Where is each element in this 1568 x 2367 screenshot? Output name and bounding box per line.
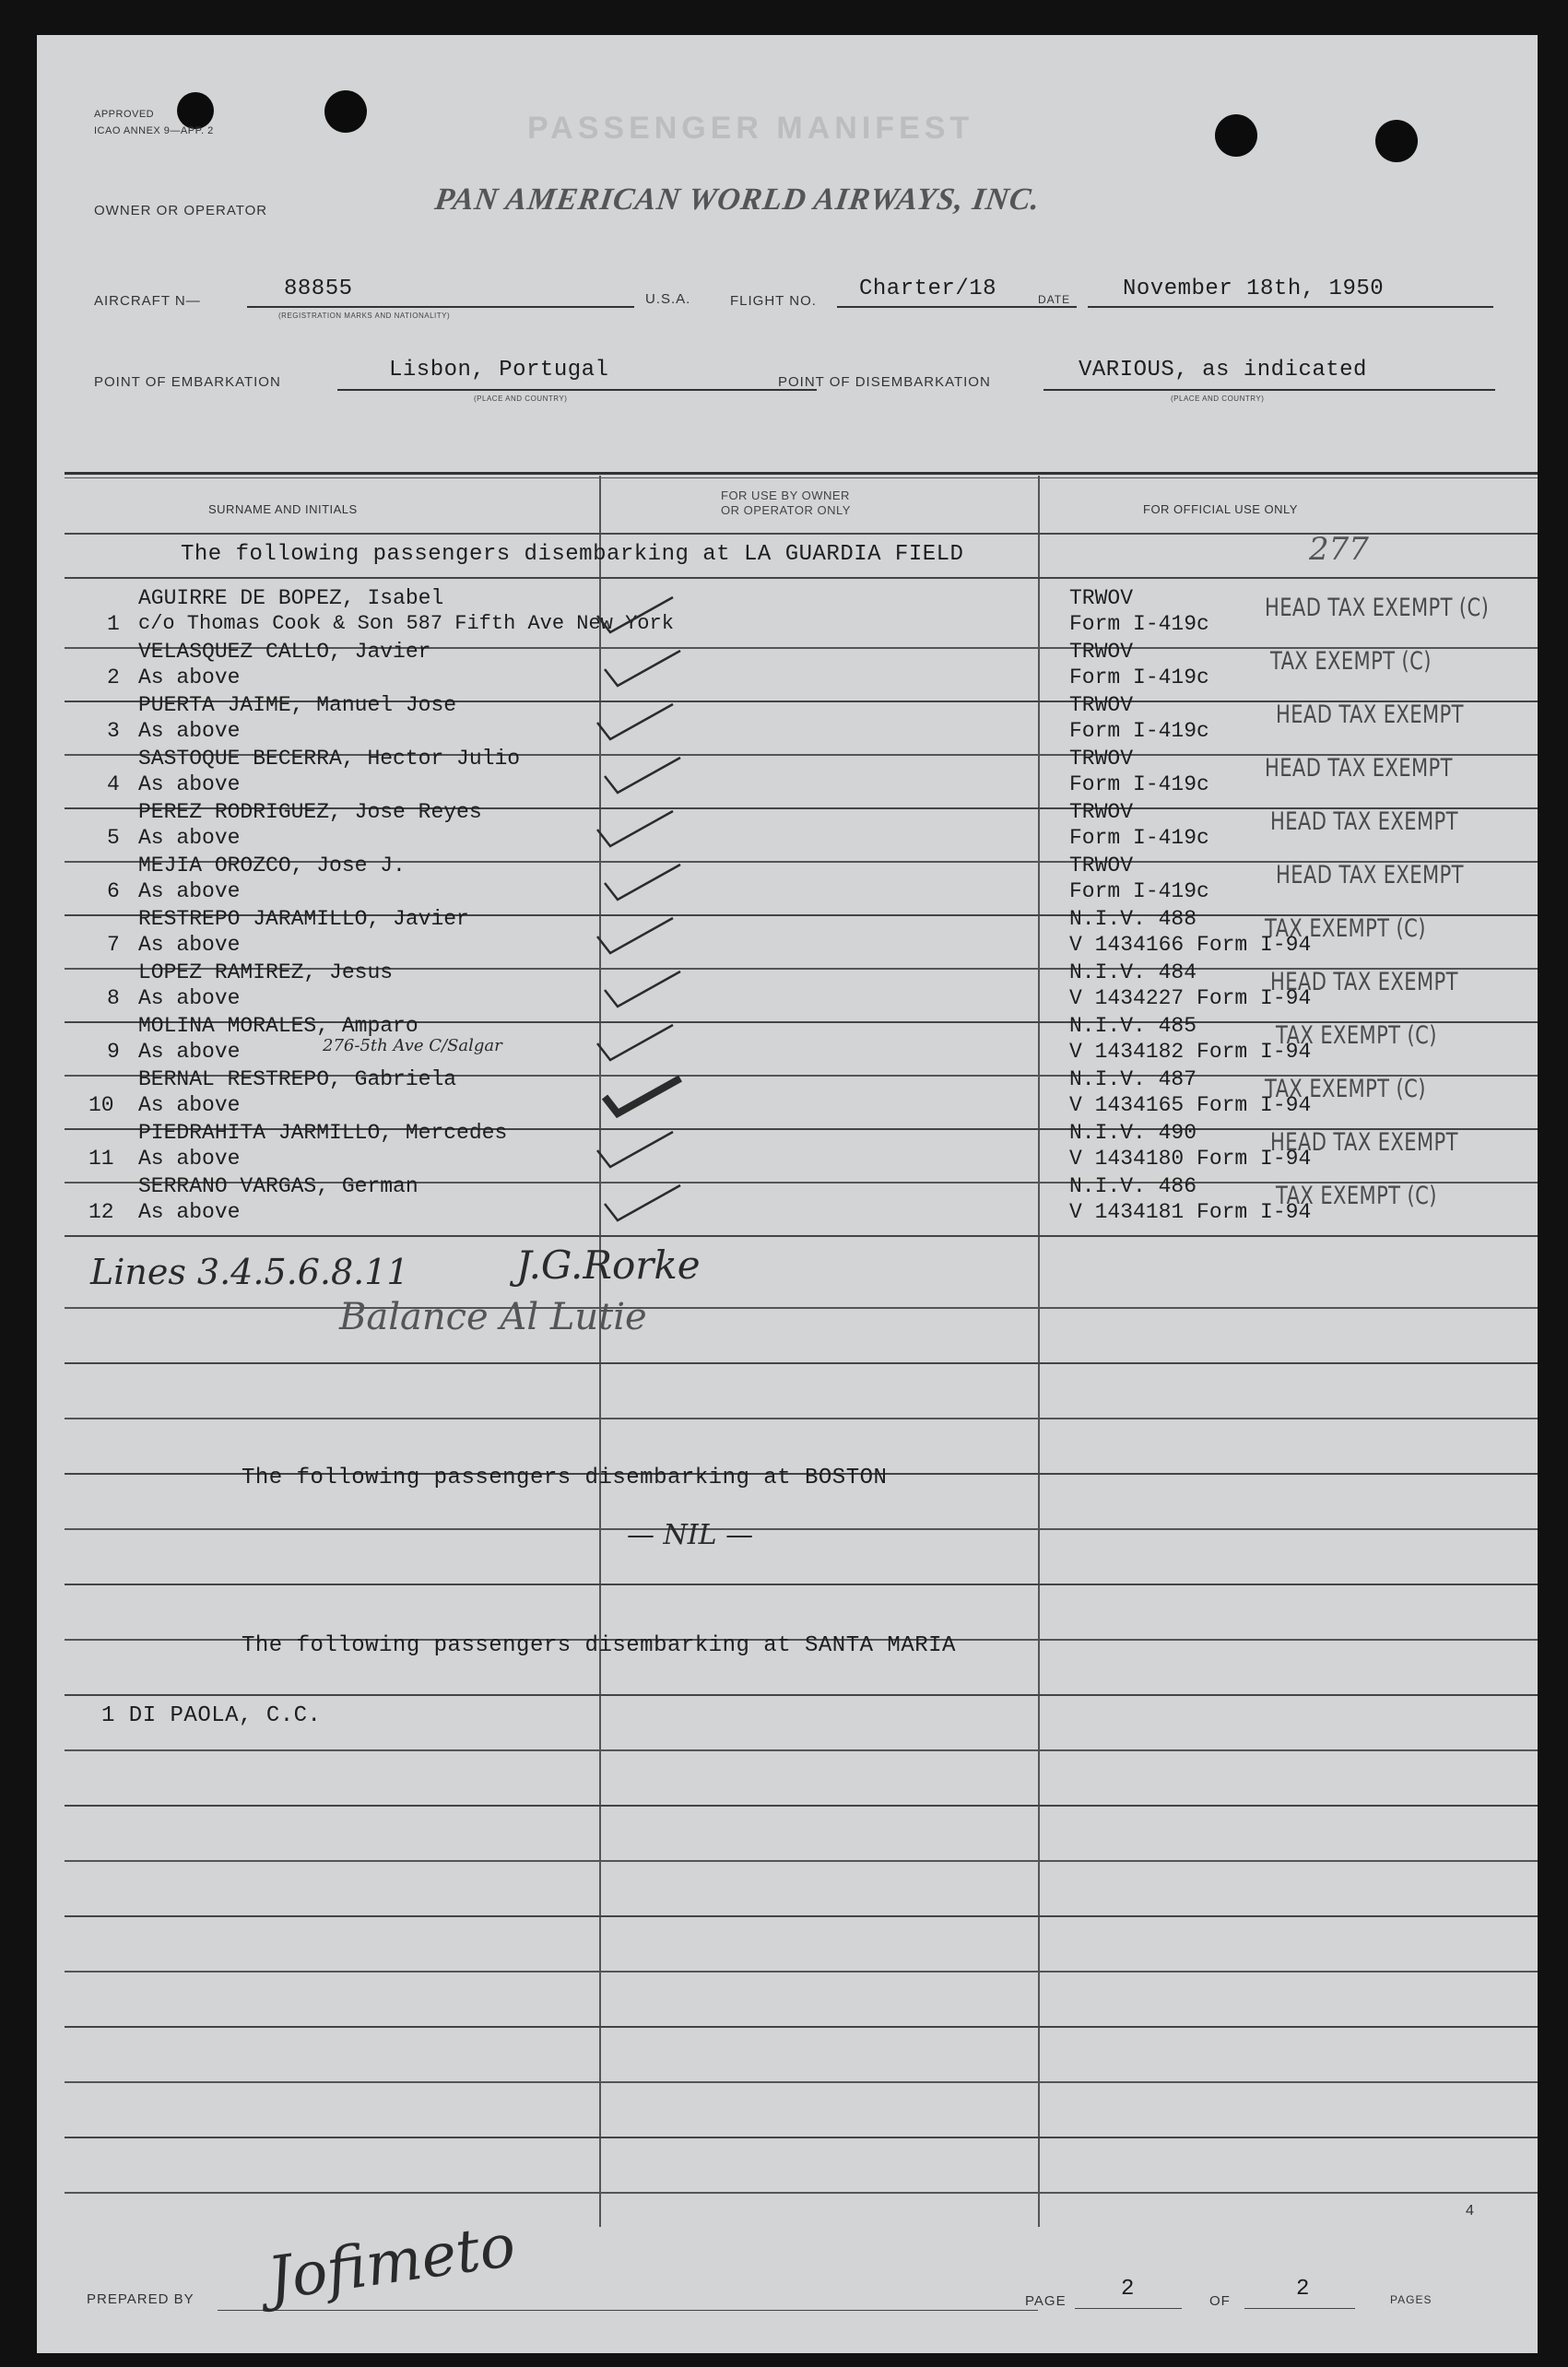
head-tax-stamp: HEAD TAX EXEMPT bbox=[1276, 861, 1464, 889]
head-tax-stamp: HEAD TAX EXEMPT (C) bbox=[1265, 594, 1490, 622]
passenger-address: As above bbox=[138, 665, 241, 689]
official-entry-1: N.I.V. 486 bbox=[1069, 1174, 1197, 1198]
official-entry-1: TRWOV bbox=[1069, 640, 1134, 664]
ruled-line bbox=[65, 1418, 1538, 1419]
punch-hole-left-2 bbox=[324, 90, 367, 133]
boston-nil: — NIL — bbox=[627, 1519, 754, 1551]
passenger-number: 3 bbox=[107, 719, 120, 743]
check-mark-icon bbox=[601, 859, 684, 905]
official-entry-1: N.I.V. 485 bbox=[1069, 1014, 1197, 1038]
passenger-address: As above bbox=[138, 1040, 241, 1064]
disembark-sub: (PLACE AND COUNTRY) bbox=[1171, 394, 1265, 403]
boston-heading: The following passengers disembarking at BOSTON bbox=[242, 1466, 888, 1490]
passenger-number: 2 bbox=[107, 665, 120, 689]
of-value: 2 bbox=[1296, 2277, 1310, 2302]
passenger-name: BERNAL RESTREPO, Gabriela bbox=[138, 1067, 457, 1091]
passenger-number: 11 bbox=[88, 1147, 114, 1171]
passenger-number: 1 bbox=[107, 612, 120, 636]
passenger-name: MOLINA MORALES, Amparo bbox=[138, 1014, 419, 1038]
aircraft-value: 88855 bbox=[284, 277, 353, 301]
passenger-name: PUERTA JAIME, Manuel Jose bbox=[138, 693, 457, 717]
ruled-line bbox=[65, 1915, 1538, 1917]
prepared-by-underline bbox=[218, 2310, 1038, 2311]
icao-annex-label: ICAO ANNEX 9—APP. 2 bbox=[94, 125, 214, 136]
official-entry-2: Form I-419c bbox=[1069, 612, 1209, 636]
embark-value: Lisbon, Portugal bbox=[389, 358, 609, 383]
passenger-number: 4 bbox=[107, 772, 120, 796]
ruled-line bbox=[65, 2137, 1538, 2138]
official-entry-2: V 1434180 Form I-94 bbox=[1069, 1147, 1312, 1171]
official-entry-2: Form I-419c bbox=[1069, 826, 1209, 850]
passenger-address: As above bbox=[138, 1093, 241, 1117]
flight-underline bbox=[837, 306, 1077, 308]
head-tax-stamp: TAX EXEMPT (C) bbox=[1270, 647, 1432, 676]
handwritten-balance-note: Balance Al Lutie bbox=[339, 1296, 647, 1338]
handwritten-address-9: 276-5th Ave C/Salgar bbox=[323, 1036, 502, 1055]
page-label: PAGE bbox=[1025, 2293, 1067, 2309]
passenger-address: As above bbox=[138, 1147, 241, 1171]
embark-underline bbox=[337, 389, 817, 391]
date-underline bbox=[1088, 306, 1493, 308]
passenger-name: RESTREPO JARAMILLO, Javier bbox=[138, 907, 469, 931]
passenger-number: 6 bbox=[107, 879, 120, 903]
of-label: OF bbox=[1209, 2293, 1231, 2309]
official-entry-1: TRWOV bbox=[1069, 747, 1134, 771]
punch-hole-left-1 bbox=[177, 92, 214, 129]
official-entry-1: TRWOV bbox=[1069, 586, 1134, 610]
check-mark-icon bbox=[594, 592, 677, 638]
passenger-name: SERRANO VARGAS, German bbox=[138, 1174, 419, 1198]
flight-label: FLIGHT NO. bbox=[730, 293, 817, 309]
aircraft-label: AIRCRAFT N— bbox=[94, 293, 201, 309]
passenger-address: As above bbox=[138, 719, 241, 743]
page-underline bbox=[1075, 2308, 1182, 2309]
approved-label: APPROVED bbox=[94, 109, 155, 120]
owner-value: PAN AMERICAN WORLD AIRWAYS, INC. bbox=[432, 183, 1043, 217]
head-tax-stamp: TAX EXEMPT (C) bbox=[1276, 1182, 1437, 1210]
col-header-owner-2: OR OPERATOR ONLY bbox=[721, 503, 851, 517]
passenger-number: 8 bbox=[107, 986, 120, 1010]
pages-label: PAGES bbox=[1390, 2293, 1432, 2306]
ruled-line bbox=[65, 1528, 1538, 1530]
embark-sub: (PLACE AND COUNTRY) bbox=[474, 394, 568, 403]
official-entry-2: V 1434166 Form I-94 bbox=[1069, 933, 1312, 957]
passenger-number: 12 bbox=[88, 1200, 114, 1224]
check-mark-icon bbox=[601, 1073, 684, 1119]
ruled-line bbox=[65, 1235, 1538, 1237]
date-value: November 18th, 1950 bbox=[1123, 277, 1385, 301]
of-underline bbox=[1244, 2308, 1355, 2309]
disembark-label: POINT OF DISEMBARKATION bbox=[778, 374, 991, 390]
official-entry-1: N.I.V. 488 bbox=[1069, 907, 1197, 931]
passenger-address: As above bbox=[138, 1200, 241, 1224]
country-label: U.S.A. bbox=[645, 291, 691, 307]
ruled-line bbox=[65, 2026, 1538, 2028]
official-entry-1: N.I.V. 490 bbox=[1069, 1121, 1197, 1145]
passenger-number: 10 bbox=[88, 1093, 114, 1117]
passenger-number: 9 bbox=[107, 1040, 120, 1064]
head-tax-stamp: HEAD TAX EXEMPT bbox=[1270, 968, 1458, 996]
official-entry-2: Form I-419c bbox=[1069, 719, 1209, 743]
punch-hole-right-1 bbox=[1215, 114, 1257, 157]
passenger-address: c/o Thomas Cook & Son 587 Fifth Ave New York bbox=[138, 612, 674, 635]
corner-mark: 4 bbox=[1466, 2203, 1475, 2219]
passenger-address: As above bbox=[138, 879, 241, 903]
passenger-name: LOPEZ RAMIREZ, Jesus bbox=[138, 960, 394, 984]
check-mark-icon bbox=[594, 1126, 677, 1172]
santa-maria-passenger: 1 DI PAOLA, C.C. bbox=[101, 1703, 322, 1728]
form-title: PASSENGER MANIFEST bbox=[527, 111, 974, 146]
ruled-line bbox=[65, 1584, 1538, 1585]
manifest-sheet bbox=[37, 35, 1538, 2353]
passenger-address: As above bbox=[138, 826, 241, 850]
official-entry-2: Form I-419c bbox=[1069, 879, 1209, 903]
passenger-address: As above bbox=[138, 986, 241, 1010]
passenger-number: 7 bbox=[107, 933, 120, 957]
ruled-line bbox=[65, 1860, 1538, 1862]
passenger-name: AGUIRRE DE BOPEZ, Isabel bbox=[138, 586, 444, 610]
page-value: 2 bbox=[1121, 2277, 1135, 2302]
flight-value: Charter/18 bbox=[859, 277, 997, 301]
check-mark-icon bbox=[594, 699, 677, 745]
laguardia-heading: The following passengers disembarking at LA GUARDIA FIELD bbox=[181, 542, 964, 567]
official-entry-1: N.I.V. 487 bbox=[1069, 1067, 1197, 1091]
ruled-line bbox=[65, 1805, 1538, 1807]
check-mark-icon bbox=[594, 913, 677, 959]
check-mark-icon bbox=[601, 1180, 684, 1226]
col-header-owner-1: FOR USE BY OWNER bbox=[721, 489, 850, 502]
official-entry-1: TRWOV bbox=[1069, 854, 1134, 877]
official-entry-2: V 1434227 Form I-94 bbox=[1069, 986, 1312, 1010]
preparer-signature: Jofimeto bbox=[264, 2211, 520, 2314]
head-tax-stamp: HEAD TAX EXEMPT bbox=[1270, 1128, 1458, 1157]
head-tax-stamp: TAX EXEMPT (C) bbox=[1265, 1075, 1426, 1103]
ruled-line bbox=[65, 1307, 1538, 1309]
column-divider-2 bbox=[1038, 476, 1040, 2227]
check-mark-icon bbox=[594, 1019, 677, 1066]
official-entry-2: V 1434181 Form I-94 bbox=[1069, 1200, 1312, 1224]
passenger-number: 5 bbox=[107, 826, 120, 850]
ruled-line bbox=[65, 577, 1538, 579]
ruled-line bbox=[65, 1694, 1538, 1696]
ruled-line bbox=[65, 2081, 1538, 2083]
owner-label: OWNER OR OPERATOR bbox=[94, 203, 268, 218]
table-top-rule-2 bbox=[65, 477, 1538, 478]
check-mark-icon bbox=[601, 966, 684, 1012]
passenger-address: As above bbox=[138, 772, 241, 796]
disembark-value: VARIOUS, as indicated bbox=[1079, 358, 1367, 383]
check-mark-icon bbox=[601, 752, 684, 798]
prepared-by-label: PREPARED BY bbox=[87, 2291, 195, 2307]
aircraft-underline bbox=[247, 306, 634, 308]
handwritten-signature-1: J.G.Rorke bbox=[516, 1242, 701, 1288]
official-entry-2: Form I-419c bbox=[1069, 665, 1209, 689]
disembark-underline bbox=[1043, 389, 1495, 391]
passenger-name: VELASQUEZ CALLO, Javier bbox=[138, 640, 431, 664]
col-header-official: FOR OFFICIAL USE ONLY bbox=[1143, 502, 1298, 516]
head-tax-stamp: HEAD TAX EXEMPT bbox=[1270, 807, 1458, 836]
handwritten-lines-note: Lines 3.4.5.6.8.11 bbox=[90, 1252, 409, 1292]
official-number: 277 bbox=[1309, 531, 1369, 568]
passenger-address: As above bbox=[138, 933, 241, 957]
head-tax-stamp: TAX EXEMPT (C) bbox=[1276, 1021, 1437, 1050]
ruled-line bbox=[65, 1749, 1538, 1751]
official-entry-2: V 1434182 Form I-94 bbox=[1069, 1040, 1312, 1064]
official-entry-1: TRWOV bbox=[1069, 693, 1134, 717]
aircraft-sub: (REGISTRATION MARKS AND NATIONALITY) bbox=[278, 312, 451, 320]
passenger-name: MEJIA OROZCO, Jose J. bbox=[138, 854, 406, 877]
check-mark-icon bbox=[594, 806, 677, 852]
head-tax-stamp: TAX EXEMPT (C) bbox=[1265, 914, 1426, 943]
official-entry-2: V 1434165 Form I-94 bbox=[1069, 1093, 1312, 1117]
official-entry-2: Form I-419c bbox=[1069, 772, 1209, 796]
ruled-line bbox=[65, 1362, 1538, 1364]
head-tax-stamp: HEAD TAX EXEMPT bbox=[1265, 754, 1453, 783]
official-entry-1: TRWOV bbox=[1069, 800, 1134, 824]
head-tax-stamp: HEAD TAX EXEMPT bbox=[1276, 701, 1464, 729]
passenger-name: PIEDRAHITA JARMILLO, Mercedes bbox=[138, 1121, 508, 1145]
embark-label: POINT OF EMBARKATION bbox=[94, 374, 281, 390]
check-mark-icon bbox=[601, 645, 684, 691]
ruled-line bbox=[65, 1971, 1538, 1972]
ruled-line bbox=[65, 2192, 1538, 2194]
punch-hole-right-2 bbox=[1375, 120, 1418, 162]
santa-maria-heading: The following passengers disembarking at SANTA MARIA bbox=[242, 1633, 956, 1658]
passenger-name: PEREZ RODRIGUEZ, Jose Reyes bbox=[138, 800, 482, 824]
passenger-name: SASTOQUE BECERRA, Hector Julio bbox=[138, 747, 521, 771]
official-entry-1: N.I.V. 484 bbox=[1069, 960, 1197, 984]
table-top-rule bbox=[65, 472, 1538, 475]
date-label: DATE bbox=[1038, 293, 1071, 306]
col-header-surname: SURNAME AND INITIALS bbox=[208, 502, 358, 516]
